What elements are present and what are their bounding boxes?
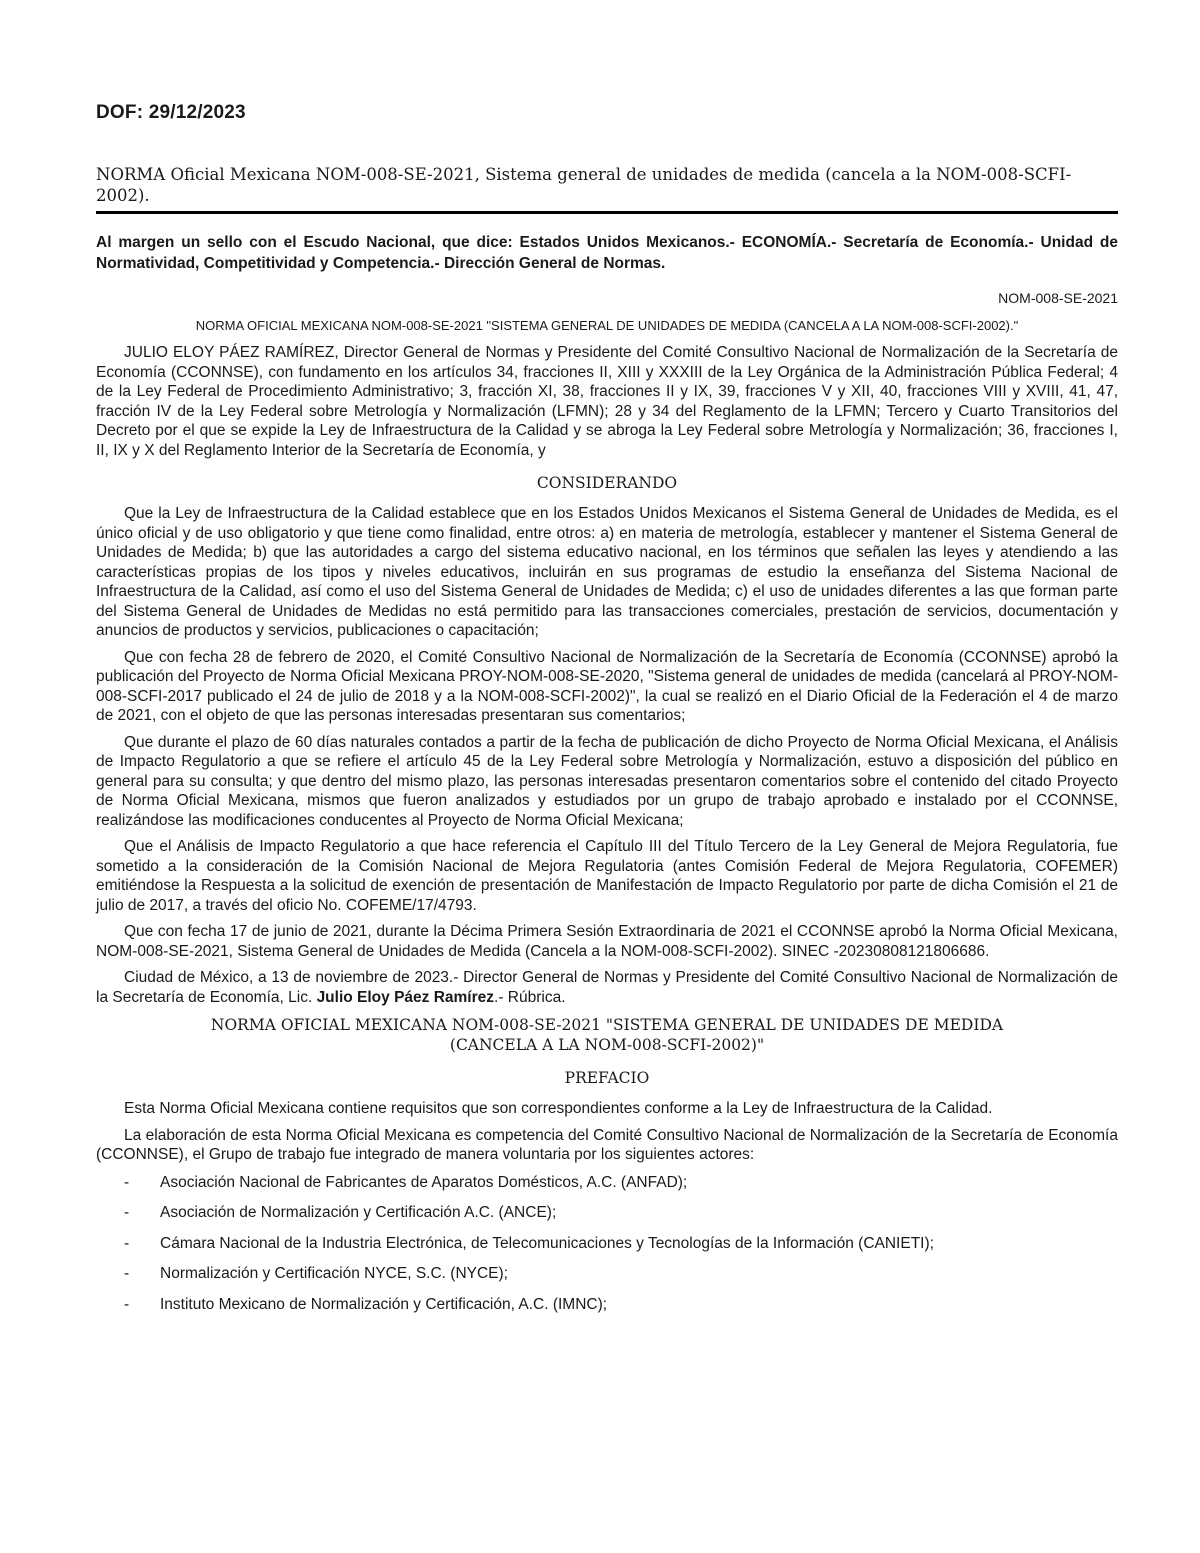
considerando-paragraph: Que el Análisis de Impacto Regulatorio a que hace referencia el Capítulo III del Título Tercero de la Ley General de Mejora Regulatoria, fue sometido a la consideración de la Comisión Nacional de Mejora Regulatoria (antes Comisión Federal de Mejora Regulatoria, COFEMER) emitiéndose la Respuesta a la solicitud de exención de presentación de Manifestación de Impacto Regulatorio por parte de dicha Comisión el 21 de julio de 2017, a través del oficio No. COFEME/17/4793. [96, 838, 1118, 914]
document-title: NORMA Oficial Mexicana NOM-008-SE-2021, Sistema general de unidades de medida (cancela a la NOM-008-SCFI-2002). [96, 164, 1118, 214]
considerando-paragraph: Que la Ley de Infraestructura de la Calidad establece que en los Estados Unidos Mexicanos el Sistema General de Unidades de Medida, es el único oficial y de uso obligatorio y que tiene como finalidad, entre otros: a) en materia de metrología, establecer y mantener el Sistema General de Unidades de Medida; b) que las autoridades a cargo del sistema educativo nacional, en los términos que señalen las leyes y atendiendo a las características propias de los tipos y niveles educativos, incluirán en sus programas de estudio la enseñanza del Sistema Nacional de Infraestructura de la Calidad, así como el uso del Sistema General de Unidades de Medida; c) el uso de unidades diferentes a las que forman parte del Sistema General de Unidades de Medidas no está permitido para las transacciones comerciales, prestación de servicios, documentación y anuncios de productos y servicios, publicaciones o capacitación; [96, 505, 1118, 639]
intro-paragraph: JULIO ELOY PÁEZ RAMÍREZ, Director General de Normas y Presidente del Comité Consultivo Nacional de Normalización de la Secretaría de Economía (CCONNSE), con fundamento en los artículos 34, fracciones II, XIII y XXXIII de la Ley Orgánica de la Administración Pública Federal; 4 de la Ley Federal de Procedimiento Administrativo; 3, fracción XI, 38, fracciones II y IX, 39, fracciones V y XII, 40, fracciones VIII y XVIII, 41, 47, fracción IV de la Ley Federal sobre Metrología y Normalización (LFMN); 28 y 34 del Reglamento de la LFMN; Tercero y Cuarto Transitorios del Decreto por el que se expide la Ley de Infraestructura de la Calidad y se abroga la Ley Federal sobre Metrología y Normalización; 36, fracciones I, II, IX y X del Reglamento Interior de la Secretaría de Economía, y [96, 344, 1118, 459]
prefacio-paragraph: Esta Norma Oficial Mexicana contiene requisitos que son correspondientes conforme a la Ley de Infraestructura de la Calidad. [124, 1100, 993, 1117]
dof-date: DOF: 29/12/2023 [96, 102, 246, 123]
list-item [96, 1264, 1118, 1284]
considerando-paragraph: Que durante el plazo de 60 días naturales contados a partir de la fecha de publicación de dicho Proyecto de Norma Oficial Mexicana, el Análisis de Impacto Regulatorio a que se refiere el artículo 45 de la Ley Federal sobre Metrología y Normalización, estuvo a disposición del público en general para su consulta; y que dentro del mismo plazo, las personas interesadas presentaron comentarios sobre el contenido del citado Proyecto de Norma Oficial Mexicana, mismos que fueron analizados y estudiados por un grupo de trabajo aprobado e instalado por el CCONNSE, realizándose las modificaciones conducentes al Proyecto de Norma Oficial Mexicana; [96, 733, 1118, 829]
list-item-text: Instituto Mexicano de Normalización y Certificación, A.C. (IMNC); [160, 1295, 608, 1313]
list-item-text: Cámara Nacional de la Industria Electrónica, de Telecomunicaciones y Tecnologías de la Información (CANIETI); [160, 1234, 934, 1252]
dash-bullet: - [124, 1173, 130, 1191]
list-item [96, 1295, 1118, 1315]
prefacio-paragraph: La elaboración de esta Norma Oficial Mexicana es competencia del Comité Consultivo Nacional de Normalización de la Secretaría de Economía (CCONNSE), el Grupo de trabajo fue integrado de manera voluntaria por los siguientes actores: [96, 1126, 1118, 1163]
considerando-paragraph: Que con fecha 17 de junio de 2021, durante la Décima Primera Sesión Extraordinaria de 2021 el CCONNSE aprobó la Norma Oficial Mexicana, NOM-008-SE-2021, Sistema General de Unidades de Medida (Cancela a la NOM-008-SCFI-2002). SINEC -20230808121806686. [96, 923, 1118, 960]
considerando-heading: CONSIDERANDO [536, 474, 678, 492]
list-item [96, 1203, 1118, 1223]
dash-bullet: - [124, 1234, 130, 1252]
prefacio-heading: PREFACIO [564, 1069, 650, 1087]
signature-text: Ciudad de México, a 13 de noviembre de 2023.- Director General de Normas y Presidente del Comité Consultivo Nacional de Normalización de la Secretaría de Economía, Lic. [96, 969, 1118, 1006]
actores-list [96, 1173, 1118, 1315]
list-item-text: Asociación de Normalización y Certificación A.C. (ANCE); [160, 1204, 557, 1221]
norma-title [96, 1015, 1118, 1055]
signature-tail: .- Rúbrica. [494, 988, 566, 1006]
list-item [96, 1173, 1118, 1193]
considerando-paragraph: Que con fecha 28 de febrero de 2020, el Comité Consultivo Nacional de Normalización de la Secretaría de Economía (CCONNSE) aprobó la publicación del Proyecto de Norma Oficial Mexicana PROY-NOM-008-SE-2020, "Sistema general de unidades de medida (cancelará al PROY-NOM-008-SCFI-2017 publicado el 24 de julio de 2018 y a la NOM-008-SCFI-2002)", la cual se realizó en el Diario Oficial de la Federación el 4 de marzo de 2021, con el objeto de que las personas interesadas presentaran sus comentarios; [96, 648, 1118, 724]
list-item [96, 1234, 1118, 1254]
norm-code: NOM-008-SE-2021 [998, 290, 1118, 306]
dash-bullet: - [124, 1295, 130, 1313]
norma-title-line: (CANCELA A LA NOM-008-SCFI-2002)" [449, 1036, 765, 1054]
signature-paragraph [96, 968, 1118, 1007]
list-item-text: Asociación Nacional de Fabricantes de Aparatos Domésticos, A.C. (ANFAD); [160, 1173, 688, 1191]
dash-bullet: - [124, 1204, 130, 1221]
norm-upper-title: NORMA OFICIAL MEXICANA NOM-008-SE-2021 "SISTEMA GENERAL DE UNIDADES DE MEDIDA (CANCELA A LA NOM-008-SCFI-2002)." [195, 318, 1019, 333]
dash-bullet: - [124, 1265, 130, 1282]
norma-title-line: NORMA OFICIAL MEXICANA NOM-008-SE-2021 "SISTEMA GENERAL DE UNIDADES DE MEDIDA [210, 1016, 1004, 1034]
signatory-name: Julio Eloy Páez Ramírez [316, 988, 495, 1006]
list-item-text: Normalización y Certificación NYCE, S.C. (NYCE); [160, 1265, 508, 1282]
seal-text: Al margen un sello con el Escudo Nacional, que dice: Estados Unidos Mexicanos.- ECONOMÍA.- Secretaría de Economía.- Unidad de Normatividad, Competitividad y Competencia.- Dirección General de Normas. [96, 234, 1118, 272]
